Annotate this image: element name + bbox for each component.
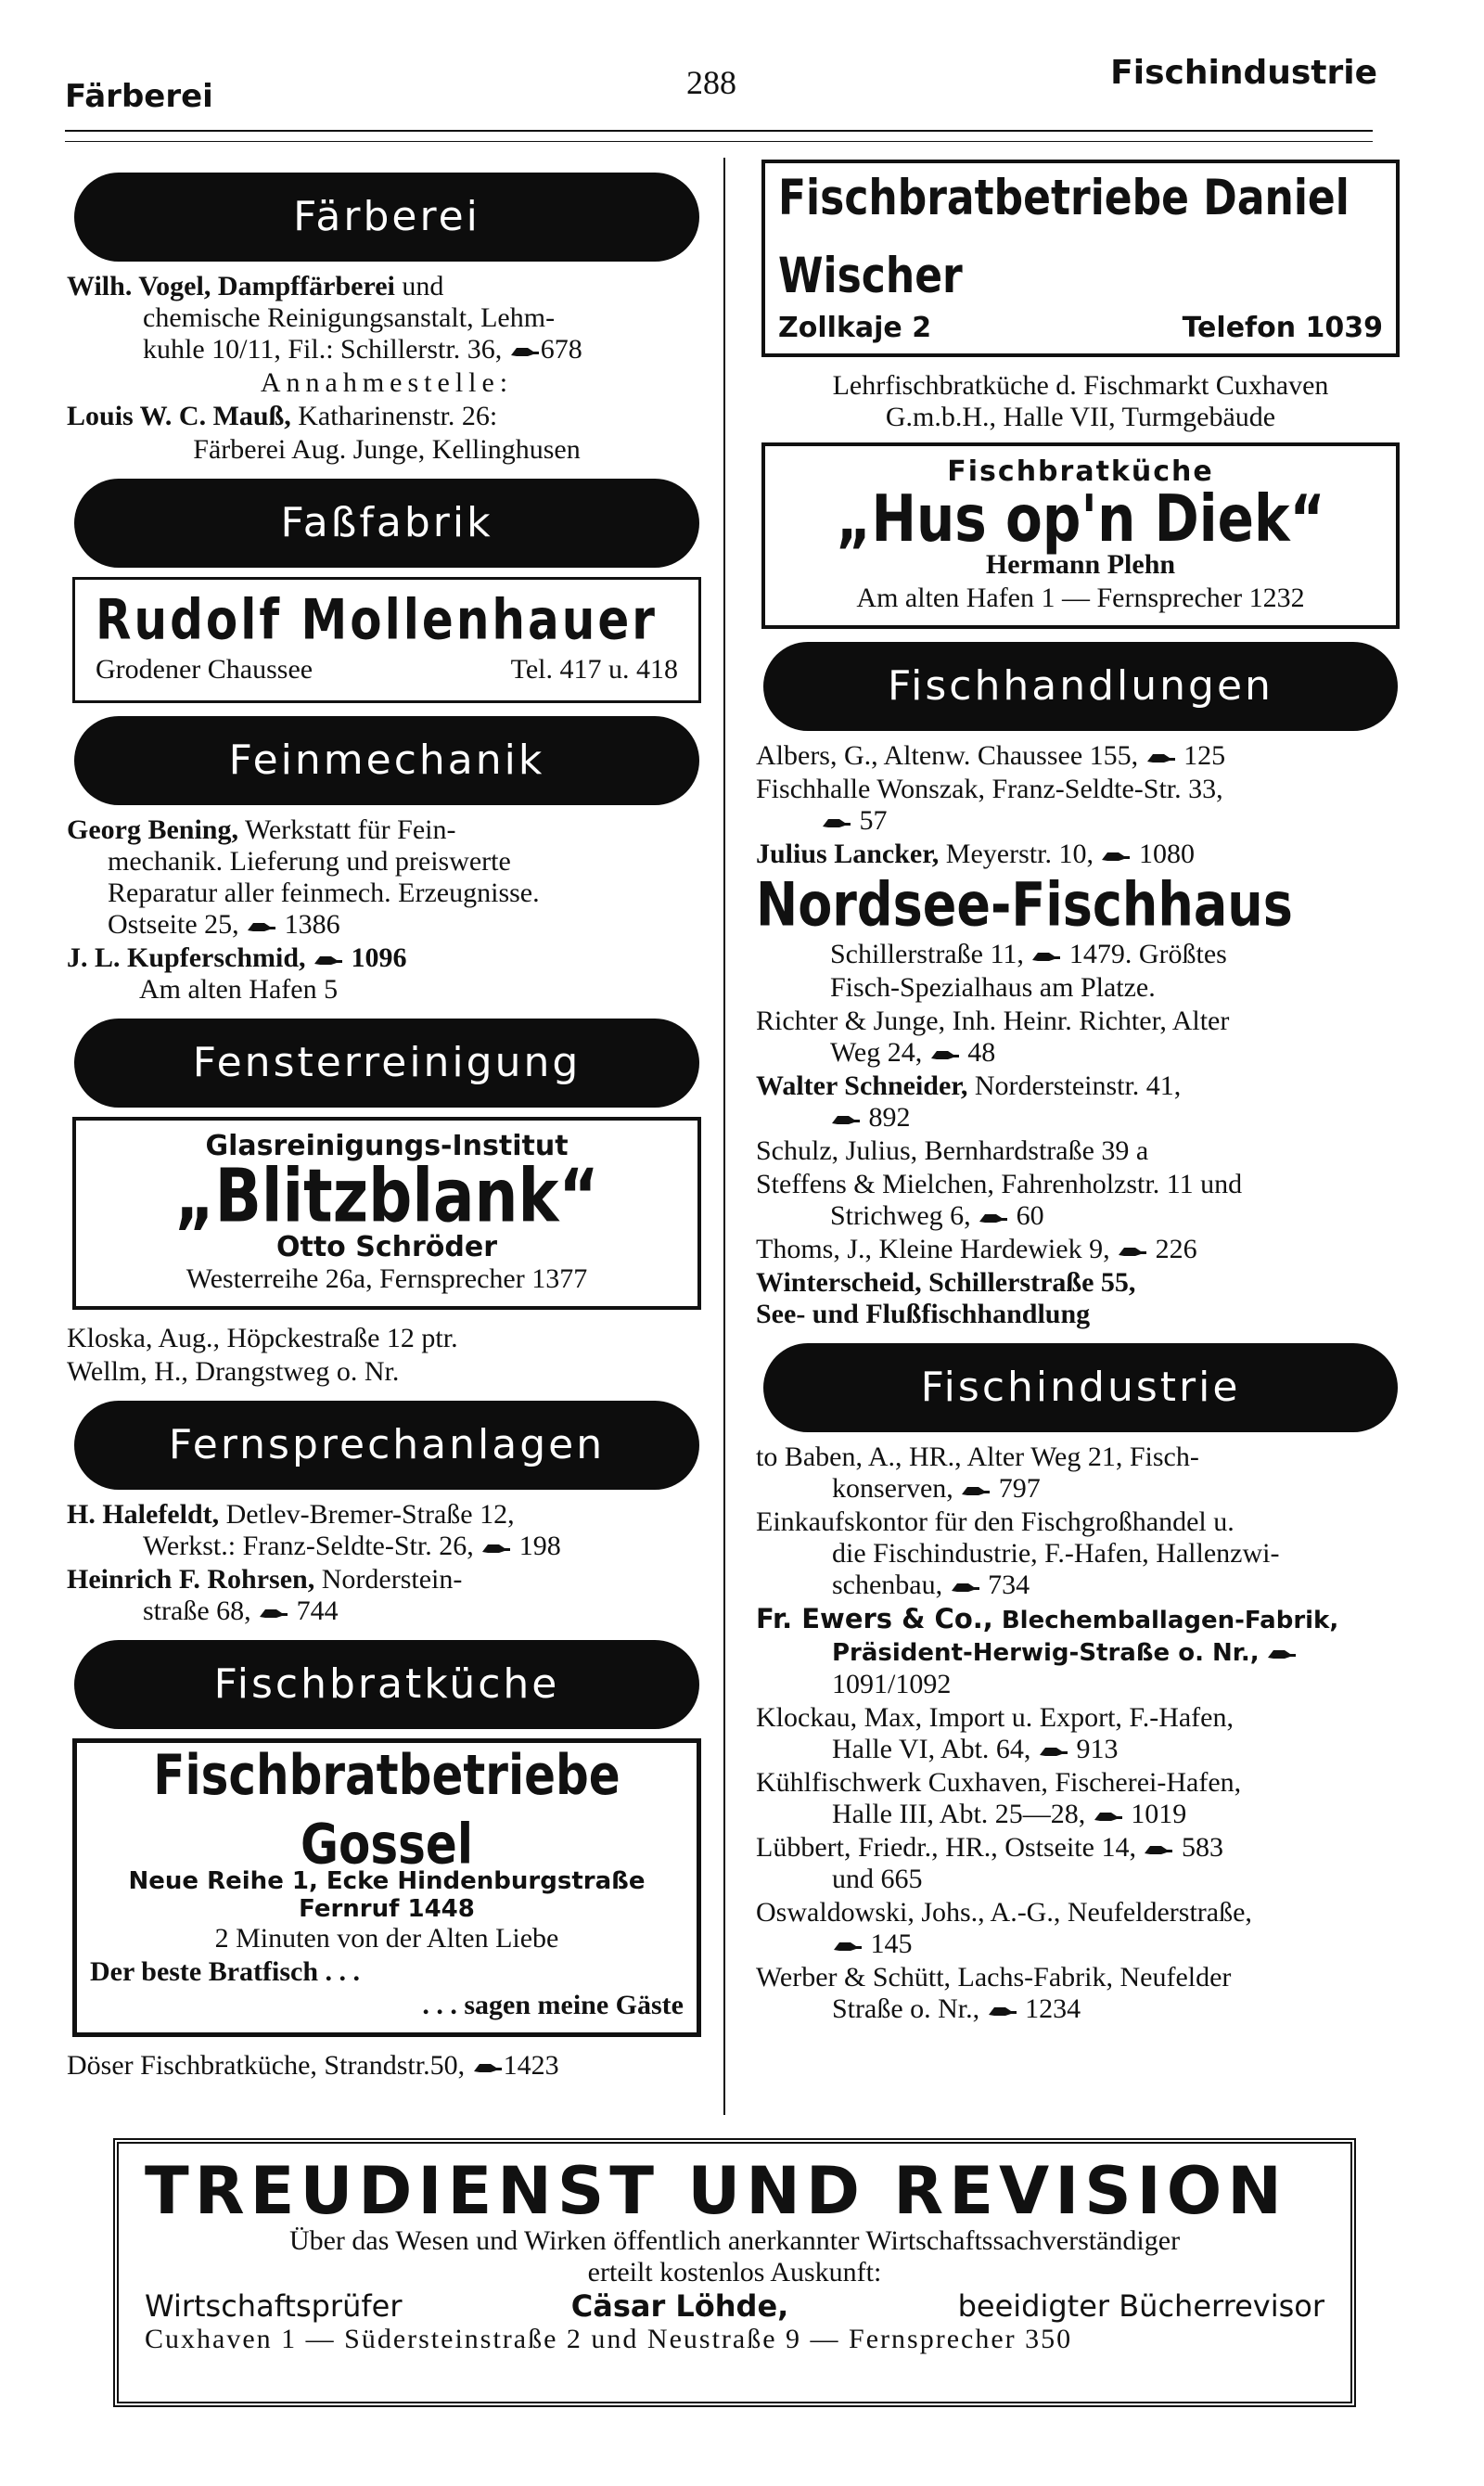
telephone-icon	[509, 344, 541, 359]
section-heading-fassfabrik: Faßfabrik	[74, 479, 699, 568]
phone-number: 797	[998, 1473, 1041, 1504]
phone-number: 734	[988, 1570, 1030, 1600]
telephone-icon	[987, 2004, 1018, 2018]
entry-oswaldowski	[756, 1897, 1405, 1960]
entry-line: Präsident-Herwig-Straße o. Nr.,	[832, 1639, 1260, 1667]
entry-line: Lehrfischbratküche d. Fischmarkt Cuxhaven	[832, 370, 1329, 401]
entry-albers	[756, 740, 1405, 772]
ad-street: Grodener Chaussee	[96, 654, 313, 685]
entry-name: Wilh. Vogel, Dampffärberei	[67, 271, 395, 301]
ad-contact-line	[145, 2288, 1324, 2324]
telephone-icon	[832, 1939, 864, 1954]
ad-description-2: erteilt kostenlos Auskunft:	[587, 2257, 882, 2287]
entry-line: schenbau,	[832, 1570, 943, 1600]
phone-number: 744	[296, 1595, 339, 1626]
header-right-title: Fischindustrie	[1110, 54, 1377, 92]
entry-lehrfischbratkueche	[756, 370, 1405, 433]
entry-text: Richter & Junge, Inh. Heinr. Richter, Alter	[756, 1006, 1230, 1036]
phone-number: 1019	[1131, 1799, 1187, 1829]
phone-number: 226	[1155, 1234, 1197, 1264]
phone-number: 145	[870, 1929, 913, 1959]
entry-line: Strichweg 6,	[830, 1200, 971, 1231]
telephone-icon	[1093, 1809, 1124, 1824]
entry-name: Walter Schneider,	[756, 1070, 968, 1101]
phone-number: 1423	[503, 2050, 559, 2081]
entry-wonszak	[756, 774, 1405, 837]
entry-junge: Färberei Aug. Junge, Kellinghusen	[193, 434, 581, 465]
ad-address: Am alten Hafen 1 — Fernsprecher 1232	[856, 583, 1305, 613]
ad-owner: Hermann Plehn	[985, 549, 1176, 580]
left-column	[67, 160, 707, 2083]
entry-mauss	[67, 401, 707, 432]
entry-nordsee	[756, 869, 1405, 1004]
page-header	[65, 45, 1377, 119]
telephone-icon	[480, 1541, 512, 1556]
ad-mollenhauer	[72, 577, 701, 703]
entry-line: straße 68,	[143, 1595, 251, 1626]
telephone-icon	[950, 1580, 981, 1595]
entry-line: Halle III, Abt. 25—28,	[832, 1799, 1086, 1829]
entry-line: mechanik. Lieferung und preiswerte	[108, 846, 511, 877]
ad-phone: Tel. 417 u. 418	[510, 654, 678, 685]
entry-text: Detlev-Bremer-Straße 12,	[219, 1499, 515, 1530]
entry-text: Albers, G., Altenw. Chaussee 155,	[756, 740, 1139, 771]
entry-klockau	[756, 1702, 1405, 1765]
phone-number: 1080	[1138, 839, 1195, 869]
entry-kuehlfischwerk	[756, 1767, 1405, 1830]
ad-address: Zollkaje 2	[778, 312, 932, 344]
telephone-icon	[1100, 849, 1132, 864]
entry-text: Nordersteinstr. 41,	[967, 1070, 1182, 1101]
entry-kupferschmid	[67, 942, 707, 1006]
entry-line: G.m.b.H., Halle VII, Turmgebäude	[885, 402, 1276, 432]
entry-line: Halle VI, Abt. 64,	[832, 1734, 1031, 1764]
entry-name: Louis W. C. Mauß,	[67, 401, 291, 431]
entry-text: Norderstein-	[314, 1564, 463, 1595]
entry-line: chemische Reinigungsanstalt, Lehm-	[143, 302, 556, 333]
entry-text: Werber & Schütt, Lachs-Fabrik, Neufelder	[756, 1962, 1232, 1993]
phone-number: 125	[1183, 740, 1226, 771]
entry-text: Werkstatt für Fein-	[238, 814, 456, 845]
entry-name: J. L. Kupferschmid,	[67, 942, 306, 973]
telephone-icon	[821, 815, 852, 830]
ad-description: Über das Wesen und Wirken öffentlich anerkannter Wirtschaftssachverständiger	[288, 2225, 1181, 2256]
entry-richter	[756, 1006, 1405, 1069]
ad-hus-op-n-diek	[761, 442, 1400, 629]
entry-bening	[67, 814, 707, 941]
telephone-icon	[929, 1047, 961, 1062]
entry-text: Steffens & Mielchen, Fahrenholzstr. 11 und	[756, 1169, 1243, 1199]
header-rule	[65, 130, 1373, 132]
section-heading-faerberei: Färberei	[74, 173, 699, 262]
entry-line: Reparatur aller feinmech. Erzeugnisse.	[108, 878, 540, 908]
telephone-icon	[978, 1211, 1009, 1225]
entry-text: Schillerstraße 11,	[830, 939, 1024, 969]
entry-text: und	[394, 271, 444, 301]
entry-name: Georg Bening,	[67, 814, 238, 845]
telephone-icon	[1145, 750, 1177, 765]
phone-number: 60	[1016, 1200, 1044, 1231]
section-heading-fischhandlungen: Fischhandlungen	[763, 642, 1398, 731]
phone-number: 678	[540, 334, 582, 365]
entry-text: Oswaldowski, Johs., A.-G., Neufelderstraße,	[756, 1897, 1252, 1928]
entry-schulz: Schulz, Julius, Bernhardstraße 39 a	[756, 1135, 1149, 1166]
telephone-icon	[246, 919, 277, 934]
ad-profession: Wirtschaftsprüfer	[145, 2288, 403, 2324]
entry-halefeldt	[67, 1499, 707, 1562]
right-column	[756, 160, 1405, 2027]
ad-phone: Fernruf 1448	[299, 1895, 475, 1923]
page-number: 288	[686, 64, 736, 101]
entry-kloska: Kloska, Aug., Höpckestraße 12 ptr.	[67, 1323, 458, 1353]
telephone-icon	[258, 1606, 289, 1621]
entry-text: to Baben, A., HR., Alter Weg 21, Fisch-	[756, 1442, 1199, 1472]
phone-number: 1234	[1025, 1993, 1081, 2024]
entry-name: Winterscheid, Schillerstraße 55,	[756, 1267, 1136, 1298]
entry-name: H. Halefeldt,	[67, 1499, 220, 1530]
phone-number: 48	[967, 1037, 996, 1068]
ad-treudienst	[113, 2138, 1356, 2407]
entry-doeser	[67, 2050, 707, 2082]
entry-line: Fisch-Spezialhaus am Platze.	[830, 972, 1156, 1003]
entry-line: Werkst.: Franz-Seldte-Str. 26,	[143, 1531, 474, 1561]
telephone-icon	[1117, 1244, 1148, 1259]
entry-winterscheid	[756, 1267, 1405, 1330]
entry-text: Einkaufskontor für den Fischgroßhandel u.	[756, 1506, 1235, 1537]
entry-schneider	[756, 1070, 1405, 1134]
phone-number: 892	[868, 1102, 911, 1133]
phone-number: 1091/1092	[832, 1669, 952, 1699]
entry-text: Meyerstr. 10,	[939, 839, 1094, 869]
entry-baben	[756, 1442, 1405, 1505]
entry-line: Straße o. Nr.,	[832, 1993, 980, 2024]
ad-gossel	[72, 1738, 701, 2037]
ad-subtitle: Glasreinigungs-Institut	[205, 1130, 569, 1162]
ad-slogan-1: Der beste Bratfisch . . .	[90, 1956, 361, 1987]
phone-number: 1479.	[1068, 939, 1132, 969]
ad-title: Rudolf Mollenhauer	[96, 587, 658, 652]
ad-blitzblank	[72, 1117, 701, 1310]
column-divider	[723, 158, 725, 2115]
phone-number: 583	[1181, 1832, 1223, 1863]
section-heading-fischindustrie: Fischindustrie	[763, 1343, 1398, 1432]
entry-wellm: Wellm, H., Drangstweg o. Nr.	[67, 1356, 400, 1387]
telephone-icon	[1143, 1842, 1174, 1857]
entry-rohrsen	[67, 1564, 707, 1627]
phone-number: 57	[859, 805, 888, 836]
entry-name: Julius Lancker,	[756, 839, 940, 869]
entry-text: Blechemballagen-Fabrik,	[992, 1607, 1339, 1634]
ad-slogan-2: . . . sagen meine Gäste	[422, 1990, 684, 2020]
entry-text: Größtes	[1132, 939, 1227, 969]
entry-werber	[756, 1962, 1405, 2025]
entry-line: und 665	[832, 1864, 923, 1894]
entry-line: Am alten Hafen 5	[139, 974, 339, 1005]
entry-line: die Fischindustrie, F.-Hafen, Hallenzwi-	[832, 1538, 1280, 1569]
ad-owner: Otto Schröder	[275, 1231, 497, 1263]
entry-line: konserven,	[832, 1473, 953, 1504]
telephone-icon	[313, 953, 344, 967]
section-heading-fensterreinigung: Fensterreinigung	[74, 1019, 699, 1108]
entry-text: Klockau, Max, Import u. Export, F.-Hafen,	[756, 1702, 1234, 1733]
entry-text: Katharinenstr. 26:	[290, 401, 498, 431]
section-heading-feinmechanik: Feinmechanik	[74, 716, 699, 805]
section-heading-fernsprechanlagen: Fernsprechanlagen	[74, 1401, 699, 1490]
ad-address: Westerreihe 26a, Fernsprecher 1377	[186, 1263, 588, 1294]
phone-number: 1386	[284, 909, 340, 940]
entry-line: Ostseite 25,	[108, 909, 239, 940]
ad-title: „Blitzblank“	[174, 1153, 599, 1239]
entry-text: Lübbert, Friedr., HR., Ostseite 14,	[756, 1832, 1136, 1863]
entry-steffens	[756, 1169, 1405, 1232]
entry-text: Kühlfischwerk Cuxhaven, Fischerei-Hafen,	[756, 1767, 1242, 1798]
ad-profession-2: beeidigter Bücherrevisor	[957, 2288, 1324, 2324]
telephone-icon	[830, 1112, 862, 1127]
telephone-icon	[1266, 1647, 1298, 1661]
header-rule-thin	[65, 141, 1373, 142]
entry-thoms	[756, 1234, 1405, 1265]
phone-number: 1096	[351, 942, 407, 973]
entry-vogel	[67, 271, 707, 365]
entry-line: kuhle 10/11, Fil.: Schillerstr. 36,	[143, 334, 503, 365]
entry-name: Heinrich F. Rohrsen,	[67, 1564, 315, 1595]
telephone-icon	[1038, 1744, 1069, 1759]
ad-title: „Hus op'n Diek“	[836, 481, 1325, 557]
ad-phone: Telefon 1039	[1182, 312, 1383, 344]
phone-number: 198	[518, 1531, 561, 1561]
ad-title: Fischbratbetriebe Gossel	[153, 1743, 620, 1877]
entry-text: Döser Fischbratküche, Strandstr.50,	[67, 2050, 466, 2081]
ad-person: Cäsar Löhde,	[570, 2288, 789, 2324]
ad-wischer	[761, 160, 1400, 357]
telephone-icon	[960, 1483, 991, 1498]
entry-name: Fr. Ewers & Co.,	[756, 1603, 993, 1634]
entry-ewers	[756, 1603, 1405, 1700]
entry-luebbert	[756, 1832, 1405, 1895]
phone-number: 913	[1076, 1734, 1119, 1764]
ad-address: Neue Reihe 1, Ecke Hindenburgstraße	[128, 1867, 646, 1895]
entry-line: Weg 24,	[830, 1037, 923, 1068]
telephone-icon	[1030, 949, 1062, 964]
entry-line: See- und Flußfischhandlung	[756, 1299, 1091, 1329]
section-heading-fischbratkueche: Fischbratküche	[74, 1640, 699, 1729]
telephone-icon	[472, 2060, 504, 2075]
header-left-title: Färberei	[65, 78, 213, 115]
ad-title: Fischbratbetriebe Daniel Wischer	[778, 169, 1350, 304]
ad-title: TREUDIENST UND REVISION	[145, 2153, 1287, 2229]
ad-subtitle: Fischbratküche	[947, 455, 1214, 488]
entry-name: Nordsee-Fischhaus	[756, 869, 1293, 941]
entry-einkaufskontor	[756, 1506, 1405, 1601]
annahmestelle-label: Annahmestelle:	[260, 367, 514, 398]
ad-address: Cuxhaven 1 — Südersteinstraße 2 und Neustraße 9 — Fernsprecher 350	[145, 2324, 1073, 2354]
ad-location: 2 Minuten von der Alten Liebe	[214, 1923, 559, 1954]
entry-text: Thoms, J., Kleine Hardewiek 9,	[756, 1234, 1110, 1264]
entry-text: Fischhalle Wonszak, Franz-Seldte-Str. 33,	[756, 774, 1223, 804]
